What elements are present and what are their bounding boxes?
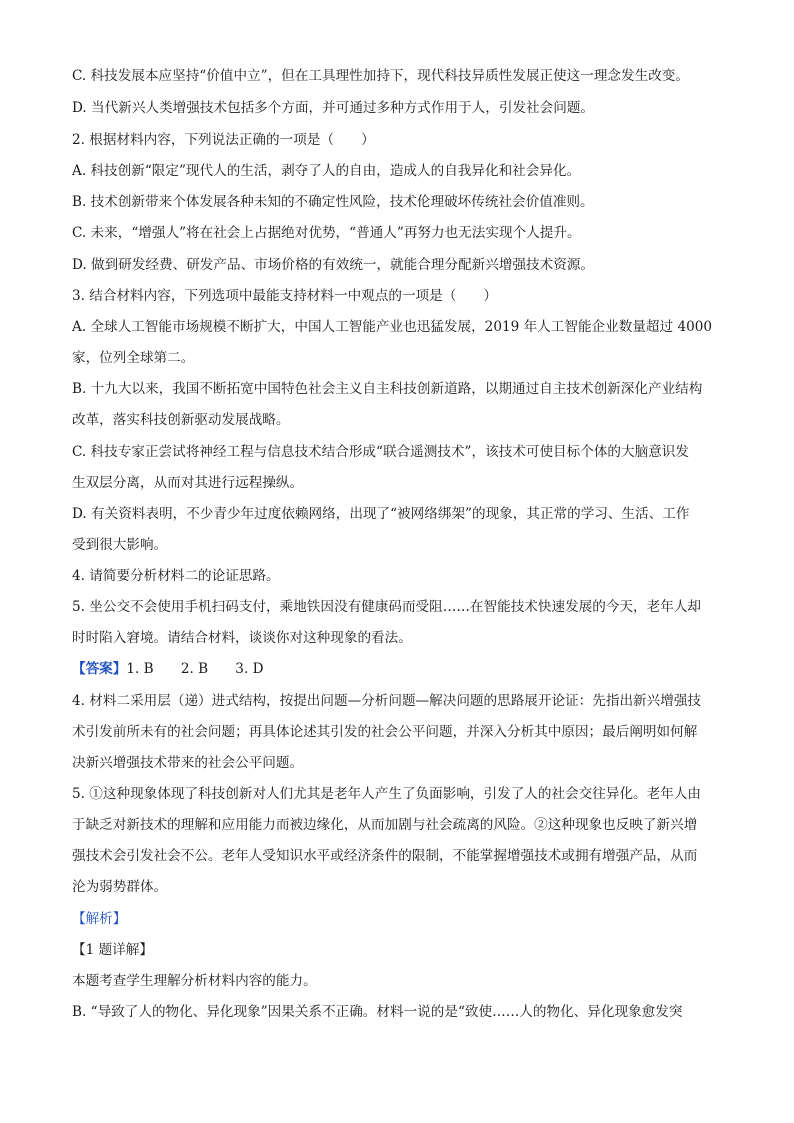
q3-option-b-cont: 改革，落实科技创新驱动发展战略。 bbox=[72, 412, 290, 428]
q3-option-c: C. 科技专家正尝试将神经工程与信息技术结合形成“联合遥测技术”，该技术可使目标个体的大脑意识发 bbox=[72, 444, 689, 460]
answer-line bbox=[72, 659, 724, 679]
detail-line: B. “导致了人的物化、异化现象”因果关系不正确。材料一说的是“致使……人的物化、异化现象愈发突 bbox=[72, 1004, 683, 1020]
q2-option-d: D. 做到研发经费、研发产品、市场价格的有效统一，就能合理分配新兴增强技术资源。 bbox=[72, 257, 595, 273]
answer-5-line: 强技术会引发社会不公。老年人受知识水平或经济条件的限制，不能掌握增强技术或拥有增强产品，从而 bbox=[72, 848, 698, 864]
answer-4-line: 4. 材料二采用层（递）进式结构，按提出问题—分析问题—解决问题的思路展开论证：先指出新兴增强技 bbox=[72, 693, 702, 709]
q3-option-a: A. 全球人工智能市场规模不断扩大，中国人工智能产业也迅猛发展，2019 年人工智能企业数量超过 4000 bbox=[72, 319, 713, 335]
answer-5-line: 于缺乏对新技术的理解和应用能力而被边缘化，从而加剧与社会疏离的风险。②这种现象也反映了新兴增 bbox=[72, 817, 698, 833]
detail-label: 【1 题详解】 bbox=[72, 942, 153, 958]
q2-option-c: C. 未来，“增强人”将在社会上占据绝对优势，“普通人”再努力也无法实现个人提升。 bbox=[72, 225, 581, 241]
q2-option-b: B. 技术创新带来个体发展各种未知的不确定性风险，技术伦理破坏传统社会价值准则。 bbox=[72, 194, 594, 210]
question-2: 2. 根据材料内容，下列说法正确的一项是（ ） bbox=[72, 132, 375, 148]
question-5-cont: 时时陷入窘境。请结合材料，谈谈你对这种现象的看法。 bbox=[72, 630, 412, 646]
answer-text: 1. B 2. B 3. D bbox=[126, 661, 264, 677]
q3-option-c-cont: 生双层分离，从而对其进行远程操纵。 bbox=[72, 475, 304, 491]
answer-5-line: 5. ①这种现象体现了科技创新对人们尤其是老年人产生了负面影响，引发了人的社会交往异化。老年人由 bbox=[72, 786, 702, 802]
answer-5-line: 沦为弱势群体。 bbox=[72, 879, 168, 895]
option-d-line: D. 当代新兴人类增强技术包括多个方面，并可通过多种方式作用于人，引发社会问题。 bbox=[72, 100, 595, 116]
detail-line: 本题考查学生理解分析材料内容的能力。 bbox=[72, 973, 317, 989]
option-c-line: C. 科技发展本应坚持“价值中立”，但在工具理性加持下，现代科技异质性发展正使这一理念发生改变。 bbox=[72, 68, 689, 84]
answer-label: 【答案】 bbox=[72, 661, 127, 677]
q3-option-a-cont: 家，位列全球第二。 bbox=[72, 350, 195, 366]
q3-option-d: D. 有关资料表明，不少青少年过度依赖网络，出现了“被网络绑架”的现象，其正常的学习、生活、工作 bbox=[72, 506, 690, 522]
question-4: 4. 请简要分析材料二的论证思路。 bbox=[72, 568, 280, 584]
q3-option-b: B. 十九大以来，我国不断拓宽中国特色社会主义自主科技创新道路，以期通过自主技术创新深化产业结构 bbox=[72, 381, 703, 397]
q3-option-d-cont: 受到很大影响。 bbox=[72, 537, 168, 553]
answer-4-line: 决新兴增强技术带来的社会公平问题。 bbox=[72, 755, 304, 771]
question-5: 5. 坐公交不会使用手机扫码支付，乘地铁因没有健康码而受阻……在智能技术快速发展的今天，老年人却 bbox=[72, 599, 702, 615]
question-3: 3. 结合材料内容，下列选项中最能支持材料一中观点的一项是（ ） bbox=[72, 288, 498, 304]
analysis-label: 【解析】 bbox=[72, 911, 127, 927]
q2-option-a: A. 科技创新“限定”现代人的生活，剥夺了人的自由，造成人的自我异化和社会异化。 bbox=[72, 163, 581, 179]
answer-4-line: 术引发前所未有的社会问题；再具体论述其引发的社会公平问题，并深入分析其中原因；最后阐明如何解 bbox=[72, 724, 698, 740]
